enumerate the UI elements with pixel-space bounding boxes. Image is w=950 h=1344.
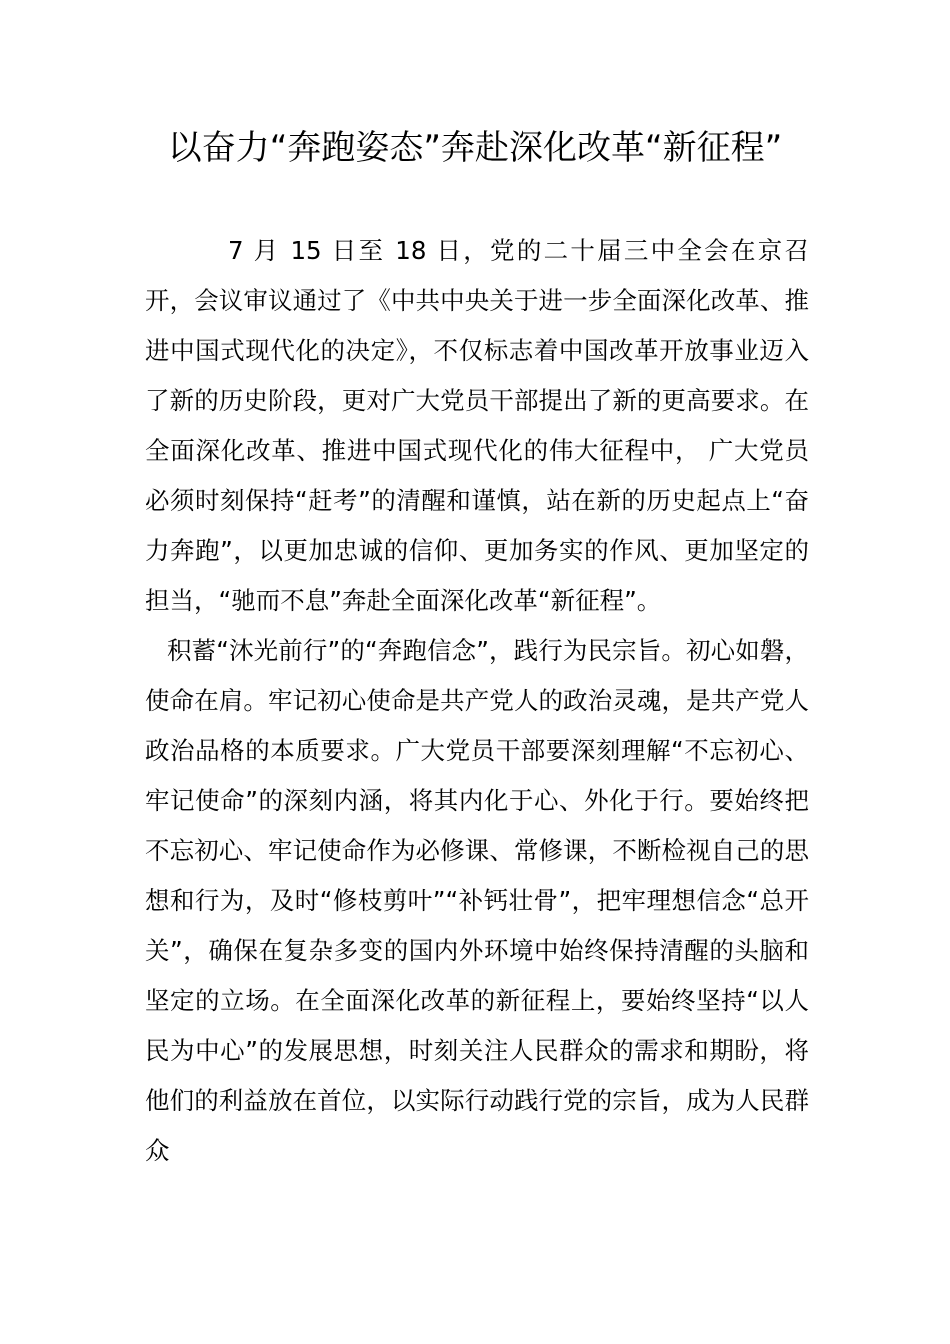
paragraph-2: 积蓄“沐光前行”的“奔跑信念”，践行为民宗旨。初心如磐，使命在肩。牢记初心使命是共产党人的政治灵魂，是共产党人政治品格的本质要求。广大党员干部要深刻理解“不忘初心、牢记使命”的深刻内涵，将其内化于心、外化于行。要始终把不忘初心、牢记使命作为必修课、常修课，不断检视自己的思想和行为，及时“修枝剪叶”“补钙壮骨”，把牢理想信念“总开关”，确保在复杂多变的国内外环境中始终保持清醒的头脑和坚定的立场。在全面深化改革的新征程上，要始终坚持“以人民为中心”的发展思想，时刻关注人民群众的需求和期盼，将他们的利益放在首位，以实际行动践行党的宗旨，成为人民群众 [145,636,809,1165]
document-title: 以奋力“奔跑姿态”奔赴深化改革“新征程” [167,128,783,168]
document-body [145,226,809,1176]
paragraph-1: 7 月 15 日至 18 日，党的二十届三中全会在京召开，会议审议通过了《中共中央关于进一步全面深化改革、推进中国式现代化的决定》，不仅标志着中国改革开放事业迈入了新的历史阶段，更对广大党员干部提出了新的更高要求。在全面深化改革、推进中国式现代化的伟大征程中， 广大党员必须时刻保持“赶考”的清醒和谨慎，站在新的历史起点上“奋力奔跑”，以更加忠诚的信仰、更加务实的作风、更加坚定的担当，“驰而不息”奔赴全面深化改革“新征程”。 [145,236,809,615]
